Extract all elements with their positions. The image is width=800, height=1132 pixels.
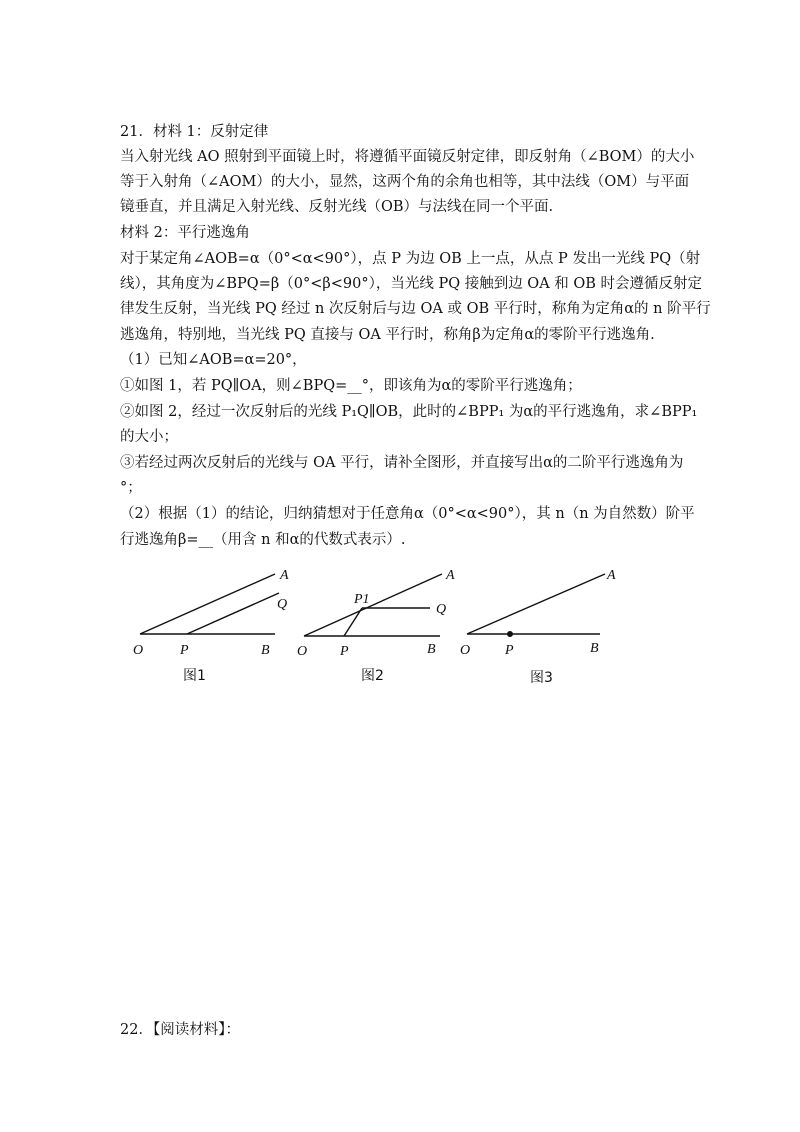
label-o: O: [460, 643, 471, 658]
q21-line-13: 的大小；: [120, 429, 178, 445]
point-p: [507, 631, 513, 637]
label-a: A: [446, 568, 455, 583]
ray-pq: [187, 593, 279, 634]
q21-line-9: 逃逸角，特别地，当光线 PQ 直接与 OA 平行时，称角β为定角α的零阶平行逃逸角.: [120, 327, 655, 343]
figure-3: [455, 560, 645, 690]
q21-line-14: ③若经过两次反射后的光线与 OA 平行，请补全图形，并直接写出α的二阶平行逃逸角为: [120, 455, 684, 471]
label-o: O: [297, 644, 308, 659]
q21-line-10: （1）已知∠AOB=α=20°，: [120, 352, 307, 368]
q21-line-16: （2）根据（1）的结论，归纳猜想对于任意角α（0°<α<90°），其 n（n 为自然数）阶平: [120, 506, 695, 522]
figure-2: [290, 560, 480, 690]
label-p1: P1: [354, 592, 370, 607]
figure-1-caption: 图1: [183, 668, 206, 684]
figure-3-caption: 图3: [530, 670, 553, 686]
label-b: B: [261, 643, 270, 658]
q21-line-15: °；: [120, 480, 142, 496]
q21-line-2: 当入射光线 AO 照射到平面镜上时，将遵循平面镜反射定律，即反射角（∠BOM）的大小: [120, 149, 695, 165]
label-p: P: [340, 644, 349, 659]
label-p: P: [505, 643, 514, 658]
q21-line-1: 21．材料 1：反射定律: [120, 124, 269, 140]
q21-line-4: 镜垂直，并且满足入射光线、反射光线（OB）与法线在同一个平面.: [120, 199, 554, 215]
ray-oa: [304, 574, 442, 636]
q21-line-6: 对于某定角∠AOB=α（0°<α<90°），点 P 为边 OB 上一点，从点 P 发出一光线 PQ（射: [120, 251, 701, 267]
q21-line-8: 律发生反射，当光线 PQ 经过 n 次反射后与边 OA 或 OB 平行时，称角为定角α的 n 阶平行: [120, 301, 711, 317]
q21-line-11: ①如图 1，若 PQ∥OA，则∠BPQ=__°，即该角为α的零阶平行逃逸角；: [120, 378, 582, 394]
figure-2-caption: 图2: [361, 668, 384, 684]
label-b: B: [427, 642, 436, 657]
label-p: P: [180, 643, 189, 658]
label-o: O: [133, 643, 144, 658]
label-q: Q: [436, 602, 447, 617]
ray-oa: [467, 574, 605, 634]
figure-1: [125, 560, 315, 690]
q22-heading: 22．【阅读材料】：: [120, 1022, 240, 1038]
label-b: B: [590, 641, 599, 656]
label-a: A: [280, 568, 289, 583]
q21-line-3: 等于入射角（∠AOM）的大小，显然，这两个角的余角也相等，其中法线（OM）与平面: [120, 174, 690, 190]
q21-line-12: ②如图 2，经过一次反射后的光线 P₁Q∥OB，此时的∠BPP₁ 为α的平行逃逸角，求∠BPP₁: [120, 404, 698, 420]
q21-line-5: 材料 2：平行逃逸角: [120, 225, 250, 241]
label-a: A: [607, 568, 616, 583]
label-q: Q: [277, 597, 288, 612]
q21-line-7: 线），其角度为∠BPQ=β（0°<β<90°），当光线 PQ 接触到边 OA 和 OB 时会遵循反射定: [120, 276, 703, 292]
q21-line-17: 行逃逸角β=__（用含 n 和α的代数式表示）.: [120, 532, 406, 548]
segment-pp1: [344, 608, 362, 636]
